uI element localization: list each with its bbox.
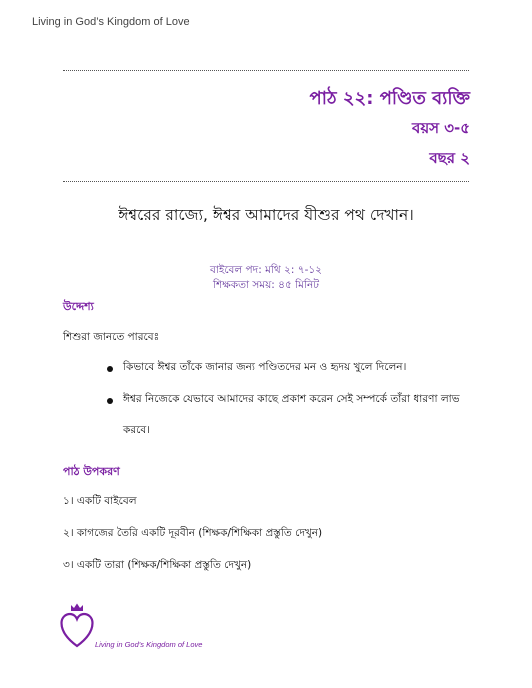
- age-range: বয়স ৩-৫: [411, 119, 470, 137]
- teaching-time: শিক্ষকতা সময়: ৪৫ মিনিট: [213, 279, 319, 291]
- top-divider: [63, 70, 469, 71]
- crown-heart-icon: [60, 602, 94, 650]
- bullet-dot: [107, 366, 113, 372]
- objective-bullet: কিভাবে ঈশ্বর তাঁকে জানার জন্য পণ্ডিতদের মন ও হৃদয় খুলে দিলেন।: [123, 361, 407, 373]
- year-label: বছর ২: [429, 149, 470, 167]
- bullet-dot: [107, 398, 113, 404]
- material-item: ১। একটি বাইবেল: [63, 495, 137, 507]
- bible-reference: বাইবেল পদ: মথি ২: ৭-১২: [209, 264, 323, 276]
- objective-bullet: ঈশ্বর নিজেকে যেভাবে আমাদের কাছে প্রকাশ করেন সেই সম্পর্কে তাঁরা ধারণা লাভ: [123, 393, 460, 405]
- page-footer: Living in God’s Kingdom of Love: [95, 640, 203, 649]
- bottom-divider: [63, 181, 469, 182]
- materials-heading: পাঠ উপকরণ: [63, 465, 120, 478]
- objective-bullet-continued: করবে।: [123, 424, 150, 436]
- objective-heading: উদ্দেশ্য: [63, 300, 94, 313]
- objective-intro: শিশুরা জানতে পারবেঃ: [63, 331, 160, 343]
- lesson-title: পাঠ ২২: পণ্ডিত ব্যক্তি: [309, 88, 470, 109]
- material-item: ৩। একটি তারা (শিক্ষক/শিক্ষিকা প্রস্তুতি দেখুন): [63, 559, 252, 571]
- main-heading: ঈশ্বরের রাজ্যে, ঈশ্বর আমাদের যীশুর পথ দেখান।: [118, 206, 414, 224]
- page-header: Living in God’s Kingdom of Love: [32, 16, 190, 28]
- material-item: ২। কাগজের তৈরি একটি দূরবীন (শিক্ষক/শিক্ষিকা প্রস্তুতি দেখুন): [63, 527, 323, 539]
